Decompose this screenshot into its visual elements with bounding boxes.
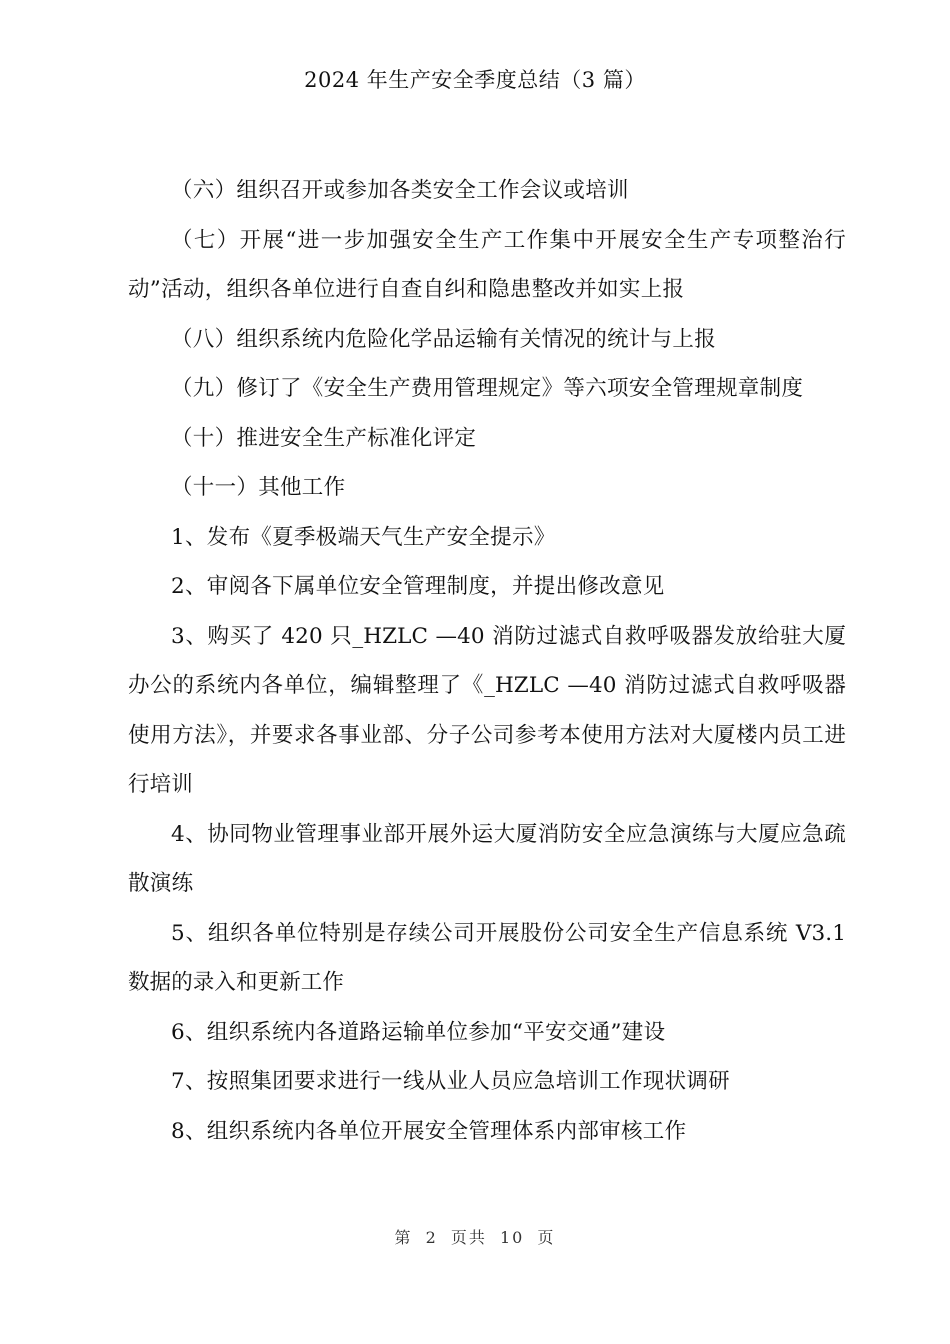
list-item-5: 5、组织各单位特别是存续公司开展股份公司安全生产信息系统 V3.1 数据的录入和更新工作 — [128, 920, 846, 995]
list-item-1: 1、发布《夏季极端天气生产安全提示》 — [171, 524, 556, 550]
paragraph-item-8: （八）组织系统内危险化学品运输有关情况的统计与上报 — [171, 326, 717, 352]
list-item-8: 8、组织系统内各单位开展安全管理体系内部审核工作 — [171, 1118, 687, 1144]
document-title: 2024 年生产安全季度总结（3 篇） — [304, 68, 646, 92]
list-item-3: 3、购买了 420 只_HZLC —40 消防过滤式自救呼吸器发放给驻大厦办公的系统内各单位，编辑整理了《_HZLC —40 消防过滤式自救呼吸器使用方法》，并要求各事业部、分子公司参考本使用方法对大厦楼内员工进行培训 — [128, 623, 846, 797]
list-item-7: 7、按照集团要求进行一线从业人员应急培训工作现状调研 — [171, 1069, 730, 1094]
paragraph-item-11: （十一）其他工作 — [171, 475, 346, 500]
paragraph-item-6: （六）组织召开或参加各类安全工作会议或培训 — [171, 178, 629, 203]
list-item-4: 4、协同物业管理事业部开展外运大厦消防安全应急演练与大厦应急疏散演练 — [128, 821, 846, 896]
document-body — [128, 166, 846, 1156]
paragraph-item-9: （九）修订了《安全生产费用管理规定》等六项安全管理规章制度 — [171, 376, 804, 401]
page-number-footer: 第 2 页共 10 页 — [394, 1228, 556, 1247]
paragraph-item-7: （七）开展“进一步加强安全生产工作集中开展安全生产专项整治行动”活动，组织各单位进行自查自纠和隐患整改并如实上报 — [128, 227, 846, 302]
list-item-2: 2、审阅各下属单位安全管理制度，并提出修改意见 — [171, 574, 665, 599]
list-item-6: 6、组织系统内各道路运输单位参加“平安交通”建设 — [171, 1019, 666, 1045]
paragraph-item-10: （十）推进安全生产标准化评定 — [171, 425, 477, 451]
